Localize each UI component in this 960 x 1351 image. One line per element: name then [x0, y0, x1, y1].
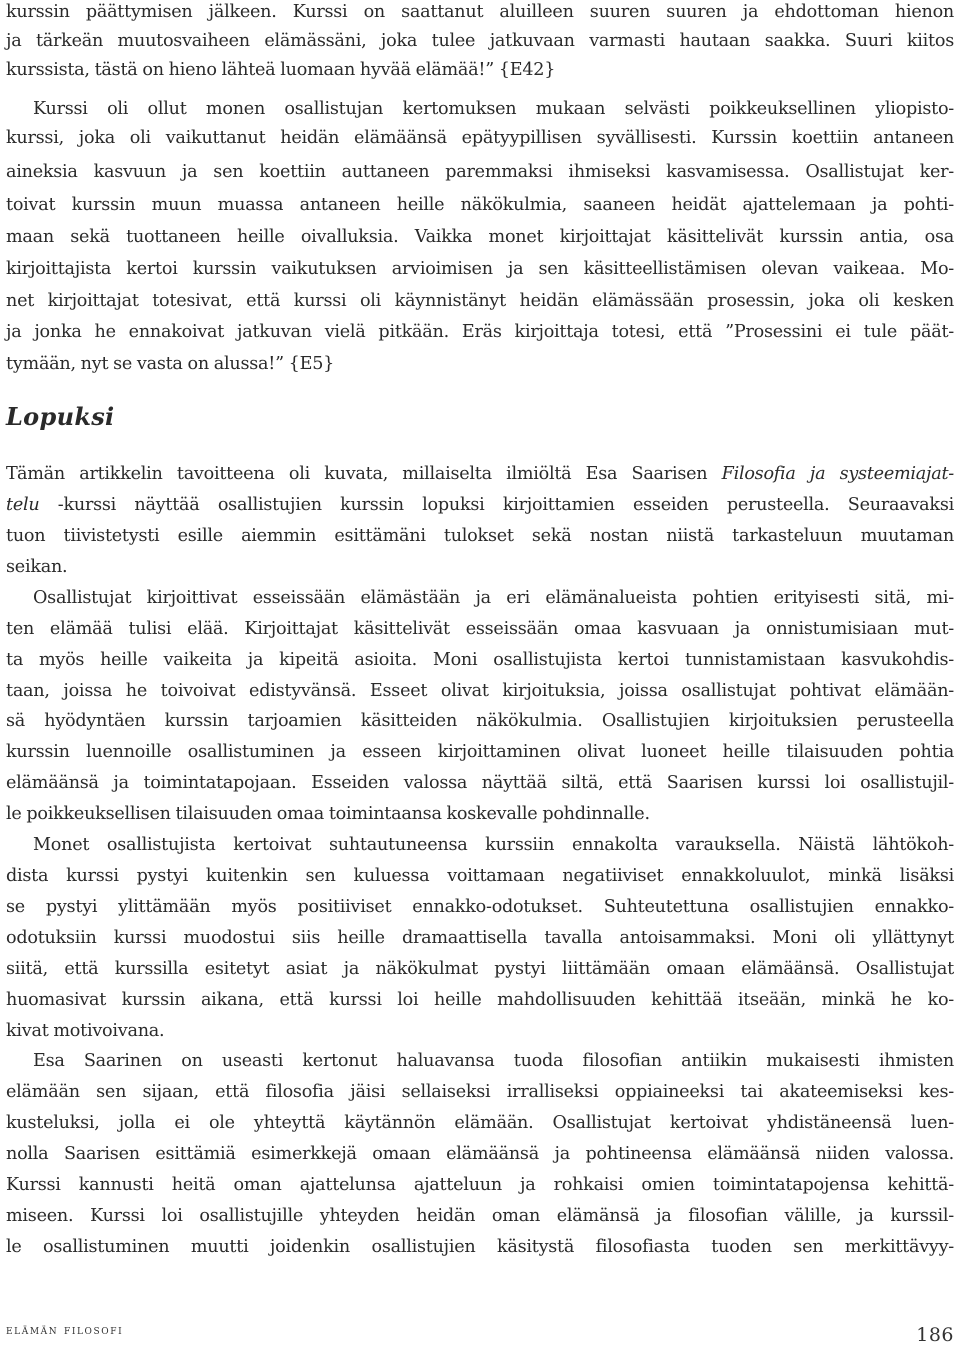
body-line: aineksia kasvuun ja sen koettiin auttaneen paremmaksi ihmiseksi kasvamisessa. Osallistujat ker-	[6, 162, 954, 182]
body-text: -kurssi näyttää osallistujien kurssin lopuksi kirjoittamien esseiden perusteella. Seuraavaksi	[39, 495, 954, 515]
body-line: Monet osallistujista kertoivat suhtautuneensa kurssiin ennakolta varauksella. Näistä lähtökoh-	[33, 835, 954, 855]
section-heading: Lopuksi	[6, 402, 115, 431]
body-line: kusteluksi, jolla ei ole yhteyttä käytännön elämään. Osallistujat kertoivat yhdistäneensä luen-	[6, 1113, 954, 1133]
body-line: tymään, nyt se vasta on alussa!” {E5}	[6, 354, 335, 374]
body-text: Tämän artikkelin tavoitteena oli kuvata, millaiselta ilmiöltä Esa Saarisen	[6, 464, 722, 484]
body-line: taan, joissa he toivoivat edistyvänsä. Esseet olivat kirjoituksia, joissa osallistujat pohtivat elämään-	[6, 681, 954, 701]
body-line	[6, 462, 954, 486]
body-line: ten elämää tulisi elää. Kirjoittajat käsittelivät esseissään omaa kasvuaan ja onnistumisiaan mut-	[6, 619, 954, 639]
body-line: kivat motivoivana.	[6, 1021, 165, 1041]
body-line: ja jonka he ennakoivat jatkuvan vielä pitkään. Eräs kirjoittaja totesi, että ”Prosessini ei tule päät-	[6, 322, 954, 342]
body-line: siitä, että kurssilla esitetyt asiat ja näkökulmat pystyi liittämään omaan elämäänsä. Osallistujat	[6, 959, 954, 979]
body-line: odotuksiin kurssi muodostui siis heille dramaattisella tavalla antoisammaksi. Moni oli yllättynyt	[6, 928, 954, 948]
body-line: seikan.	[6, 557, 68, 577]
course-title: telu	[6, 495, 40, 515]
body-line: le poikkeuksellisen tilaisuuden omaa toimintaansa koskevalle pohdinnalle.	[6, 804, 650, 824]
page-number: 186	[916, 1324, 954, 1346]
body-line: ta myös heille vaikeita ja kipeitä asioita. Moni osallistujista kertoi tunnistamistaan kasvukohdis-	[6, 650, 954, 670]
body-line: kurssin luennoille osallistuminen ja esseen kirjoittaminen olivat luoneet heille tilaisuuden pohtia	[6, 742, 954, 762]
body-line: se pystyi ylittämään myös positiiviset ennakko-odotukset. Suhteutettuna osallistujien ennakko-	[6, 897, 954, 917]
body-line: ja tärkeän muutosvaiheen elämässäni, joka tulee jatkuvaan varmasti hautaan saakka. Suuri kiitos	[6, 31, 954, 51]
body-line: kirjoittajista kertoi kurssin vaikutuksen arvioimisen ja sen käsitteellistämisen olevan vaikeaa. Mo-	[6, 259, 954, 279]
body-line: sä hyödyntäen kurssin tarjoamien käsitteiden näkökulmia. Osallistujien kirjoituksien perusteella	[6, 711, 954, 731]
body-line: net kirjoittajat totesivat, että kurssi oli käynnistänyt heidän elämässään prosessin, joka oli kesken	[6, 291, 954, 311]
body-line: kurssista, tästä on hieno lähteä luomaan hyvää elämää!” {E42}	[6, 60, 556, 80]
body-line: Osallistujat kirjoittivat esseissään elämästään ja eri elämänalueista pohtien erityisesti sitä, mi-	[33, 588, 954, 608]
body-line: kurssin päättymisen jälkeen. Kurssi on saattanut aluilleen suuren suuren ja ehdottoman hienon	[6, 2, 954, 22]
body-line	[6, 493, 954, 517]
body-line: le osallistuminen muutti joidenkin osallistujien käsitystä filosofiasta tuoden sen merkittävyy-	[6, 1237, 954, 1257]
body-line: Esa Saarinen on useasti kertonut haluavansa tuoda filosofian antiikin mukaisesti ihmisten	[33, 1051, 954, 1071]
body-line: elämäänsä ja toimintatapojaan. Esseiden valossa näyttää siltä, että Saarisen kurssi loi osallistujil-	[6, 773, 954, 793]
course-title: Filosofia ja systeemiajat-	[721, 464, 954, 484]
body-line: kurssi, joka oli vaikuttanut heidän elämäänsä epätyypillisen syvällisesti. Kurssin koettiin antaneen	[6, 128, 954, 148]
body-line: maan sekä tuottaneen heille oivalluksia. Vaikka monet kirjoittajat käsittelivät kurssin antia, osa	[6, 227, 954, 247]
body-line: dista kurssi pystyi kuitenkin sen kuluessa voittamaan negatiiviset ennakkoluulot, minkä lisäksi	[6, 866, 954, 886]
body-line: huomasivat kurssin aikana, että kurssi loi heille mahdollisuuden kehittää itseään, minkä he ko-	[6, 990, 954, 1010]
body-line: Kurssi kannusti heitä oman ajattelunsa ajatteluun ja rohkaisi omien toimintatapojensa kehittä-	[6, 1175, 954, 1195]
body-line: tuon tiivistetysti esille aiemmin esittämäni tulokset sekä nostan niistä tarkasteluun muutaman	[6, 526, 954, 546]
body-line: Kurssi oli ollut monen osallistujan kertomuksen mukaan selvästi poikkeuksellinen yliopisto-	[33, 99, 954, 119]
body-line: nolla Saarisen esittämiä esimerkkejä omaan elämäänsä ja pohtineensa elämäänsä niiden valossa.	[6, 1144, 954, 1164]
body-line: miseen. Kurssi loi osallistujille yhteyden heidän oman elämänsä ja filosofian välille, ja kurssil-	[6, 1206, 954, 1226]
body-line: toivat kurssin muun muassa antaneen heille näkökulmia, saaneen heidät ajattelemaan ja pohti-	[6, 195, 954, 215]
body-line: elämään sen sijaan, että filosofia jäisi sellaiseksi irralliseksi oppiaineeksi tai akateemiseksi kes-	[6, 1082, 954, 1102]
journal-title: elämän filosofi	[6, 1323, 124, 1338]
